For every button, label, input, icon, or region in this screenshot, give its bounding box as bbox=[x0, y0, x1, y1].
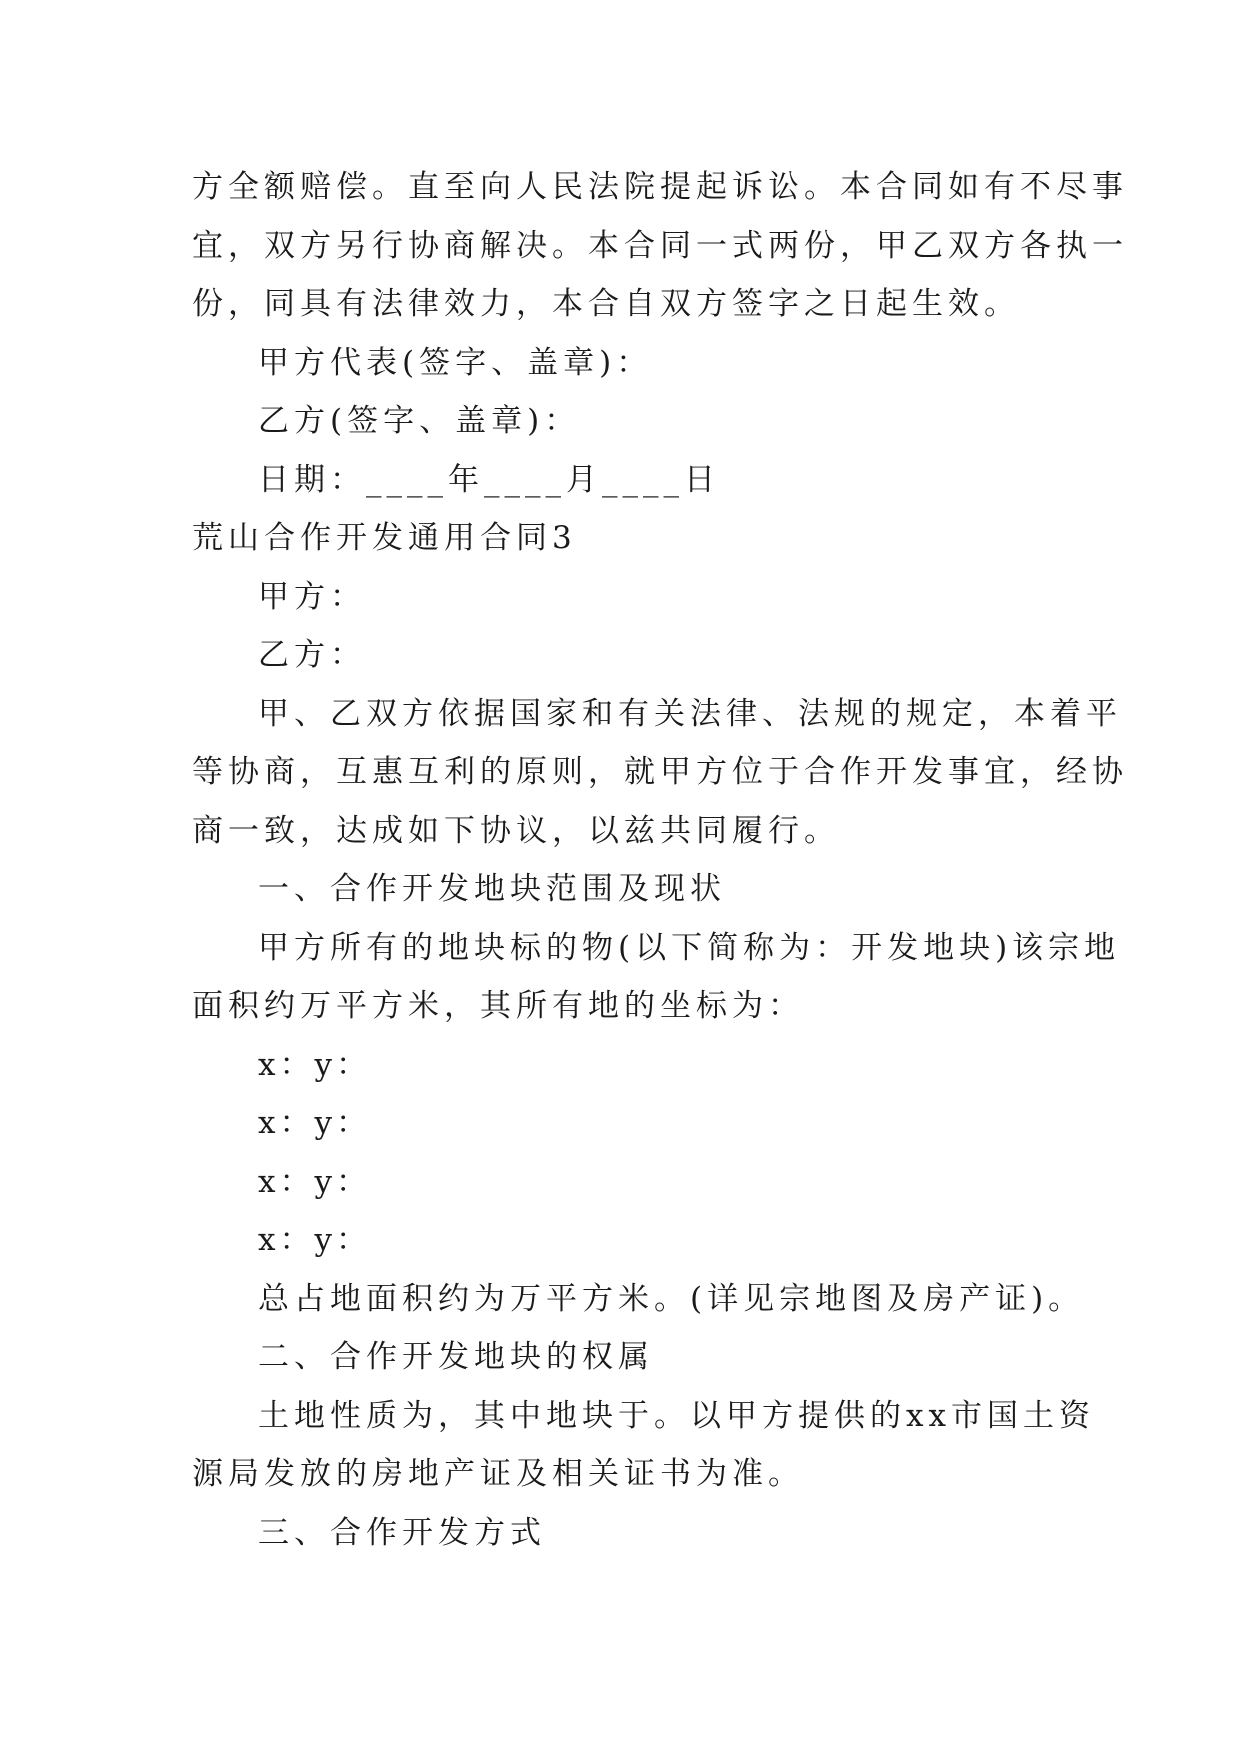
body-text-line: 面积约万平方米，其所有地的坐标为： bbox=[192, 988, 804, 1024]
signature-party-b: 乙方(签字、盖章)： bbox=[258, 403, 581, 439]
section-title: 荒山合作开发通用合同3 bbox=[192, 520, 577, 556]
coordinate-line: x：y： bbox=[258, 1222, 371, 1258]
coordinate-line: x：y： bbox=[258, 1163, 371, 1200]
document-page bbox=[192, 158, 1128, 1562]
body-text-line: 份，同具有法律效力，本合自双方签字之日起生效。 bbox=[192, 286, 1020, 322]
body-text-line: 甲方所有的地块标的物(以下简称为：开发地块)该宗地 bbox=[258, 929, 1121, 966]
body-text-line: 商一致，达成如下协议，以兹共同履行。 bbox=[192, 812, 840, 849]
body-text-line: 总占地面积约为万平方米。(详见宗地图及房产证)。 bbox=[258, 1280, 1085, 1317]
body-text-line: 等协商，互惠互利的原则，就甲方位于合作开发事宜，经协 bbox=[192, 754, 1128, 790]
signature-party-a: 甲方代表(签字、盖章)： bbox=[258, 344, 653, 381]
coordinate-line: x：y： bbox=[258, 1046, 371, 1083]
date-line: 日期：____年____月____日 bbox=[258, 461, 720, 498]
party-b-label: 乙方： bbox=[258, 637, 366, 673]
body-text-line: 源局发放的房地产证及相关证书为准。 bbox=[192, 1456, 804, 1492]
clause-heading: 一、合作开发地块范围及现状 bbox=[258, 871, 726, 907]
body-text-line: 土地性质为，其中地块于。以甲方提供的xx市国土资 bbox=[258, 1397, 1095, 1434]
body-text-line: 甲、乙双方依据国家和有关法律、法规的规定，本着平 bbox=[258, 695, 1122, 732]
coordinate-line: x：y： bbox=[258, 1105, 371, 1141]
body-text-line: 方全额赔偿。直至向人民法院提起诉讼。本合同如有不尽事 bbox=[192, 169, 1128, 205]
party-a-label: 甲方： bbox=[258, 578, 366, 615]
clause-heading: 三、合作开发方式 bbox=[258, 1514, 546, 1551]
clause-heading: 二、合作开发地块的权属 bbox=[258, 1339, 654, 1375]
body-text-line: 宜，双方另行协商解决。本合同一式两份，甲乙双方各执一 bbox=[192, 227, 1128, 264]
